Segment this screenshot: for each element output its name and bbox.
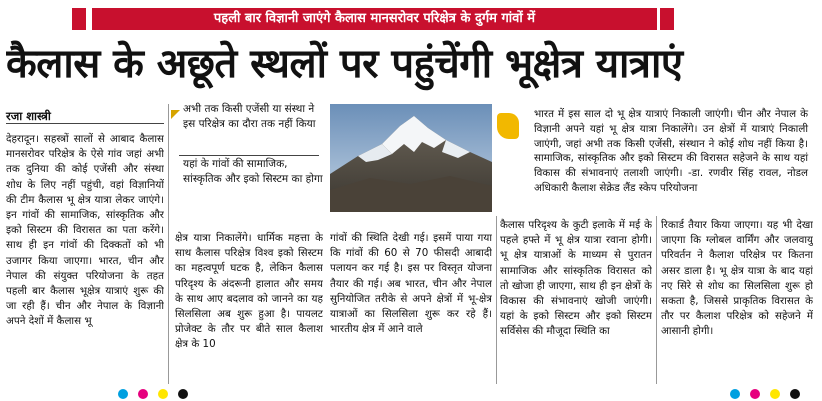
kicker-right-square [660,8,674,30]
author-byline: रजा शास्त्री [6,108,164,124]
expert-pullquote [497,105,812,211]
quote-marker-icon [171,110,180,119]
page-headline: कैलास के अछूते स्थलों पर पहुंचेंगी भूक्षेत्र यात्राएं [6,40,683,87]
article-column-1: देहरादून। सहस्त्रों सालों से आबाद कैलास मानसरोवर परिक्षेत्र के ऐसे गांव जहां अभी तक दुनिया की कोई एजेंसी और संस्था शोध के लिए नहीं पहुंची, वहां विज्ञानियों की टीम कैलास भू क्षेत्र यात्रा लेकर जाएंगे। इन गांवों की सामाजिक, सांस्कृतिक और इको सिस्टम की विरासत का पता करेंगे। साथ ही इन गांवों की दिक्कतों को भी उजागर किया जाएगा। भारत, चीन और नेपाल की संयुक्त परियोजना के तहत पहली बार कैलास भूक्षेत्र यात्राएं शुरू की जा रही हैं। चीन और नेपाल के विज्ञानी अपने देशों में कैलास भू [6,133,164,328]
article-column-4: कैलास परिदृश्य के कुटी इलाके में मई के पहले हफ्ते में भू क्षेत्र यात्रा रवाना होगी। भू क्षेत्र यात्राओं के माध्यम से पुरातन सामाजिक और सांस्कृतिक विरासत को तो खोजा ही जाएगा, साथ ही इन क्षेत्रों के विकास की संभावनाएं खोजी जाएंगी। यहां के इको सिस्टम और इको सिस्टम सर्विसेस की मौजूदा स्थिति का [500,219,652,338]
registration-dot-magenta [750,389,760,399]
registration-dot-yellow [158,389,168,399]
registration-dot-yellow [770,389,780,399]
kicker-banner: पहली बार विज्ञानी जाएंगे कैलास मानसरोवर परिक्षेत्र के दुर्गम गांवों में [92,8,657,30]
pullquote-text: भारत में इस साल दो भू क्षेत्र यात्राएं निकाली जाएंगी। चीन और नेपाल के विज्ञानी अपने यहां भू क्षेत्र यात्रा निकालेंगे। उन क्षेत्रों में यात्राएं निकाली जाएंगी, जहां अभी तक किसी एजेंसी, संस्थान ने कोई शोध नहीं किया है। सामाजिक, सांस्कृतिक और इको सिस्टम की विरासत सहेजने के साथ यहां विकास की संभावनाएं तलाशी जाएंगी। -डा. रणवीर सिंह रावल, नोडल अधिकारी कैलाश सेक्रेड लैंड स्केप परियोजना [534,108,808,194]
registration-dot-black [790,389,800,399]
quote-divider [179,155,319,156]
registration-dot-black [178,389,188,399]
kicker-left-square [72,8,86,30]
article-column-2: क्षेत्र यात्रा निकालेंगे। धार्मिक महत्ता के साथ कैलास परिक्षेत्र विश्व इको सिस्टम का महत्वपूर्ण घटक है, लेकिन कैलास परिदृश्य के अंदरूनी हालात और समय के साथ आए बदलाव को जानने का यह सिलसिला अब शुरू हुआ है। पायलट प्रोजेक्ट के तौर पर बीते साल कैलाश क्षेत्र के 10 [175,232,323,351]
quote-text-2: यहां के गांवों की सामाजिक, सांस्कृतिक और इको सिस्टम का होगा [183,158,323,185]
column-divider [168,104,169,384]
mountain-photo [330,104,492,212]
article-column-3: गांवों की स्थिति देखी गई। इसमें पाया गया कि गांवों की 60 से 70 फीसदी आबादी पलायन कर गई है। इस पर विस्तृत योजना तैयार की गई। अब भारत, चीन और नेपाल सुनियोजित तरीके से अपने क्षेत्रों में भू-क्षेत्र यात्राओं का सिलसिला शुरू कर रहे हैं। भारतीय क्षेत्र में आने वाले [330,232,492,336]
registration-dot-cyan [730,389,740,399]
quote-text-1: अभी तक किसी एजेंसी या संस्था ने इस परिक्षेत्र का दौरा तक नहीं किया [183,103,316,130]
registration-dot-magenta [138,389,148,399]
column-divider [656,216,657,384]
registration-dot-cyan [118,389,128,399]
quote-mark-icon [497,113,519,139]
column-divider [496,216,497,384]
article-column-5: रिकार्ड तैयार किया जाएगा। यह भी देखा जाएगा कि ग्लोबल वार्मिंग और जलवायु परिवर्तन ने कैलाश परिक्षेत्र पर कितना असर डाला है। भू क्षेत्र यात्रा के बाद यहां नए सिरे से शोध का सिलसिला शुरू हो सकता है, जिससे प्राकृतिक विरासत के तौर पर कैलाश परिक्षेत्र को सहेजने में आसानी होगी। [661,219,813,338]
